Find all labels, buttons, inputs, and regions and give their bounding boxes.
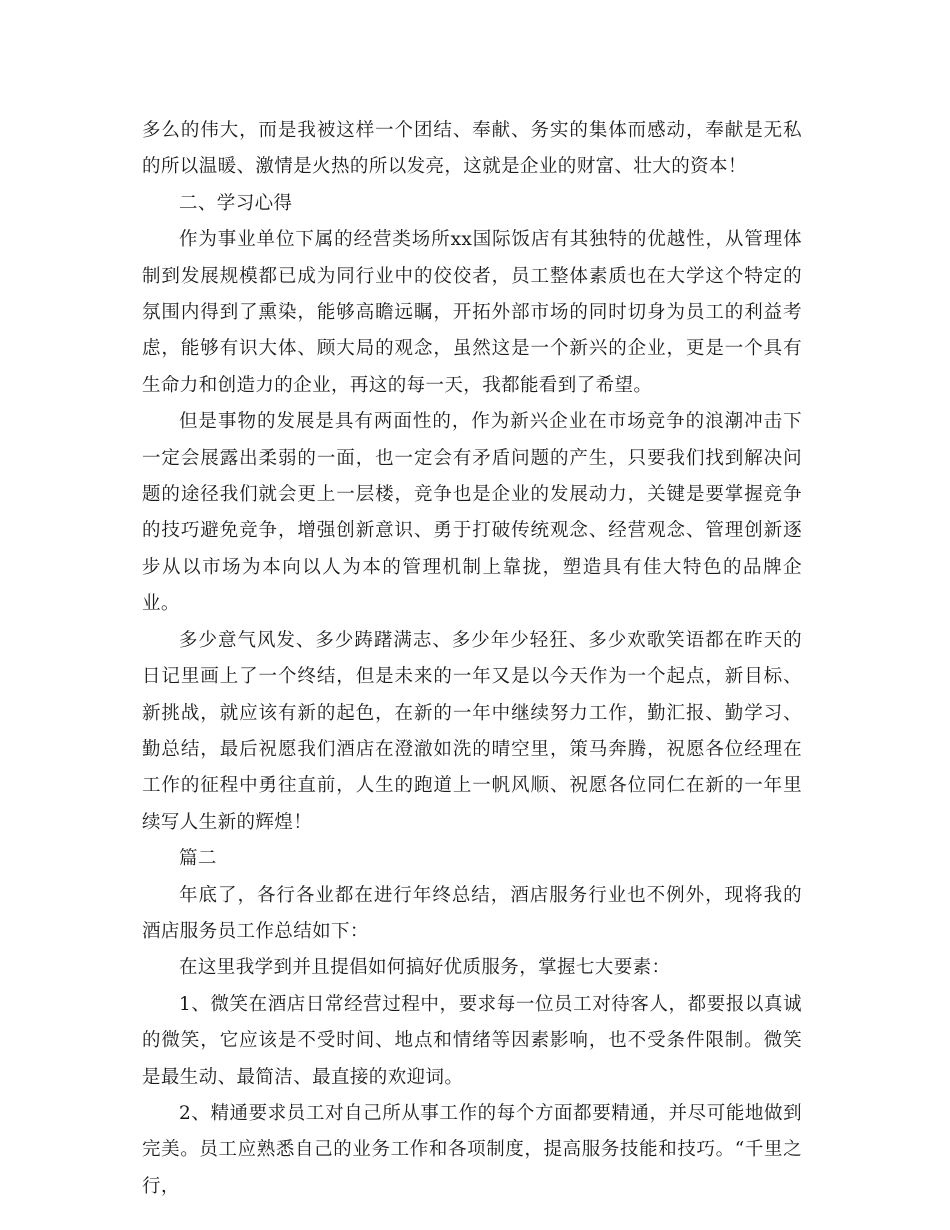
paragraph-year-end-intro: 年底了，各行各业都在进行年终总结，酒店服务行业也不例外，现将我的酒店服务员工作总结如下： [142,884,802,942]
paragraph-continuation: 多么的伟大，而是我被这样一个团结、奉献、务实的集体而感动，奉献是无私的所以温暖、激情是火热的所以发亮，这就是企业的财富、壮大的资本！ [142,120,802,178]
paragraph-new-year-wishes: 多少意气风发、多少踌躇满志、多少年少轻狂、多少欢歌笑语都在昨天的日记里画上了一个终结，但是未来的一年又是以今天作为一个起点，新目标、新挑战，就应该有新的起色，在新的一年中继续努力工作，勤汇报、勤学习、勤总结，最后祝愿我们酒店在澄澈如洗的晴空里，策马奔腾，祝愿各位经理在工作的征程中勇往直前，人生的跑道上一帆风顺、祝愿各位同仁在新的一年里续写人生新的辉煌！ [142,629,802,833]
paragraph-competition: 但是事物的发展是具有两面性的，作为新兴企业在市场竞争的浪潮冲击下一定会展露出柔弱的一面，也一定会有矛盾问题的产生，只要我们找到解决问题的途径我们就会更上一层楼，竞争也是企业的发展动力，关键是要掌握竞争的技巧避免竞争，增强创新意识、勇于打破传统观念、经营观念、管理创新逐步从以市场为本向以人为本的管理机制上靠拢，塑造具有佳大特色的品牌企业。 [142,411,802,615]
paragraph-item-smile: 1、微笑在酒店日常经营过程中，要求每一位员工对待客人，都要报以真诚的微笑，它应该是不受时间、地点和情绪等因素影响，也不受条件限制。微笑是最生动、最简洁、最直接的欢迎词。 [142,993,802,1088]
paragraph-item-proficiency: 2、精通要求员工对自己所从事工作的每个方面都要精通，并尽可能地做到完美。员工应熟悉自己的业务工作和各项制度，提高服务技能和技巧。“千里之行， [142,1102,802,1197]
section-heading-study-insights: 二、学习心得 [179,192,293,214]
section-heading-part-two: 篇二 [179,848,217,870]
paragraph-enterprise-advantages: 作为事业单位下属的经营类场所xx国际饭店有其独特的优越性，从管理体制到发展规模都已成为同行业中的佼佼者，员工整体素质也在大学这个特定的氛围内得到了熏染，能够高瞻远瞩，开拓外部市场的同时切身为员工的利益考虑，能够有识大体、顾大局的观念，虽然这是一个新兴的企业，更是一个具有生命力和创造力的企业，再这的每一天，我都能看到了希望。 [142,229,802,396]
paragraph-seven-elements: 在这里我学到并且提倡如何搞好优质服务，掌握七大要素： [179,957,671,979]
document-body [142,113,802,1205]
